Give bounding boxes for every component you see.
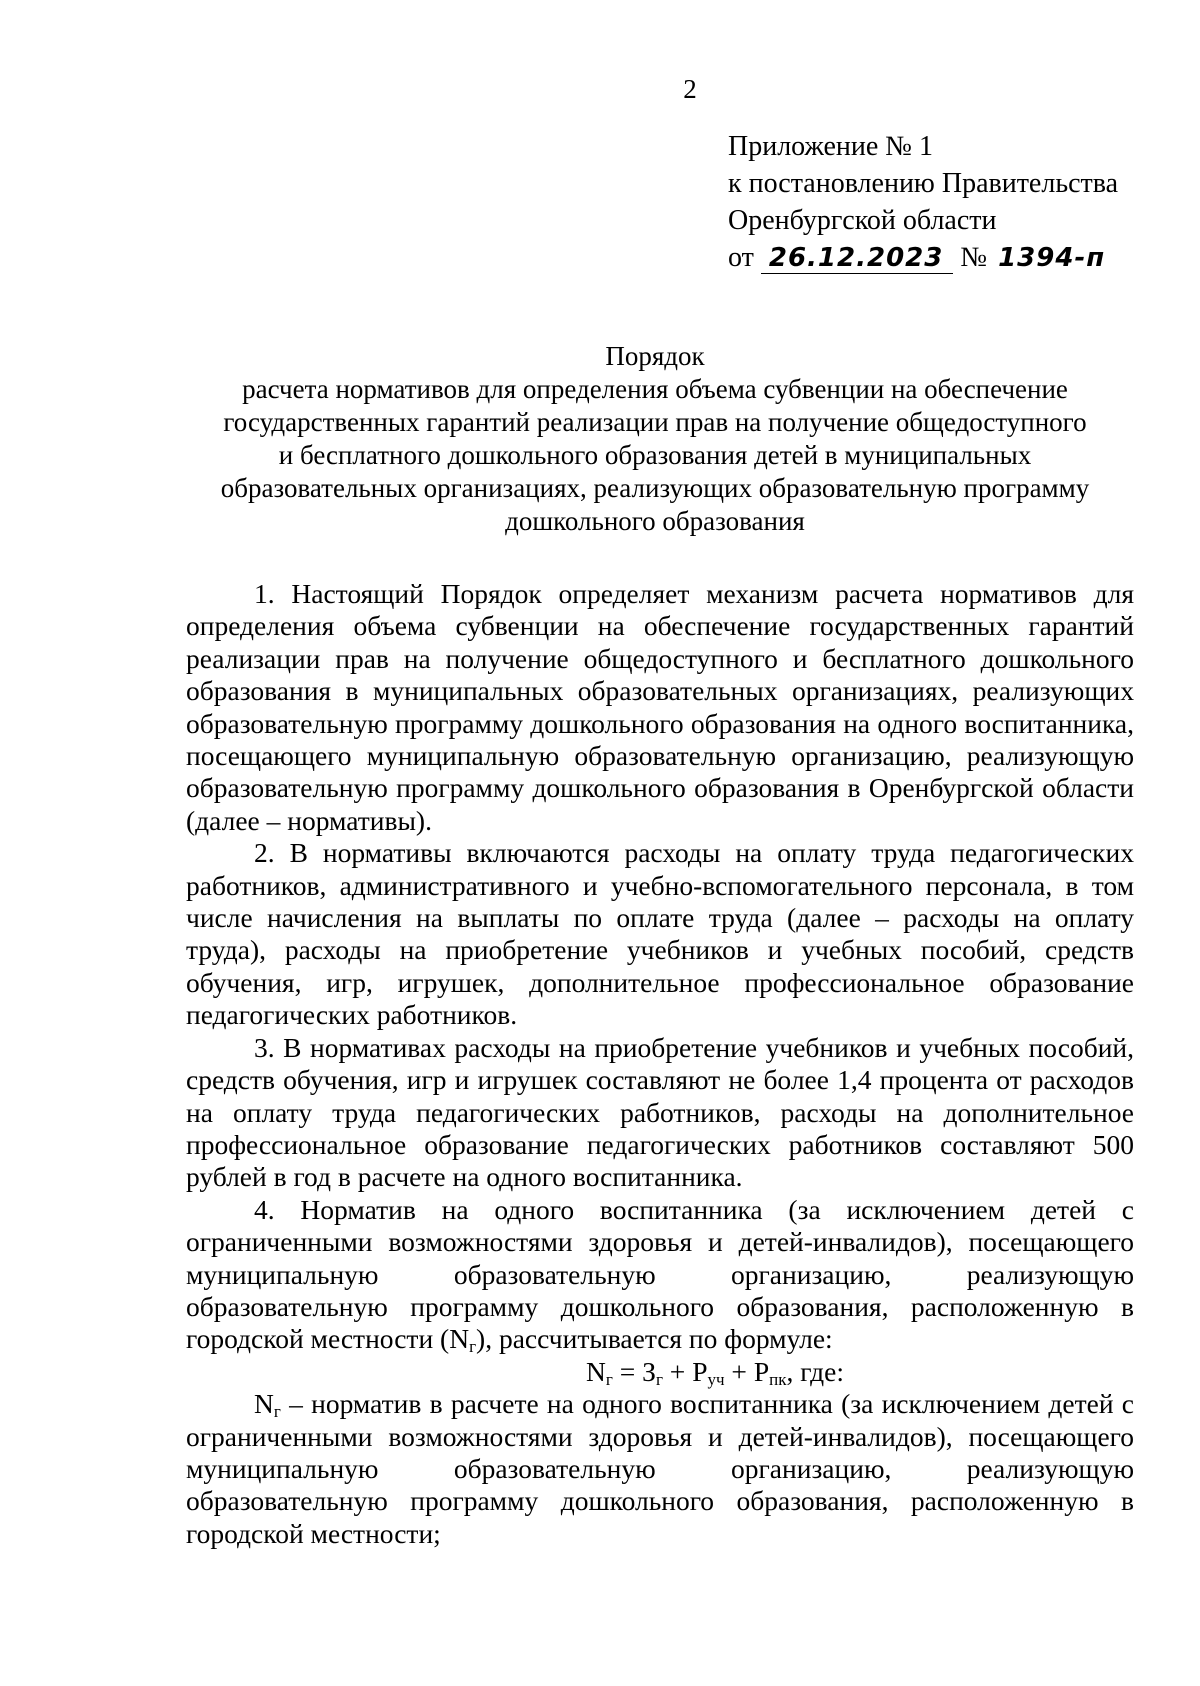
formula-operator: + <box>724 1355 754 1387</box>
formula-symbol: Р <box>753 1355 770 1387</box>
paragraph-1: 1. Настоящий Порядок определяет механизм расчета нормативов для определения объема субвенции на обеспечение государственных гарантий реализации прав на получение общедоступного и бесплатного дошкольного образования в муниципальных образовательных организациях, реализующих образовательную программу дошкольного образования на одного воспитанника, посещающего муниципальную образовательную организацию, реализующую образовательную программу дошкольного образования в Оренбургской области (далее – нормативы). <box>186 578 1134 836</box>
title-line: образовательных организациях, реализующих образовательную программу <box>220 473 1090 503</box>
paragraph-5 <box>186 1388 1134 1550</box>
subscript: г <box>655 1369 663 1389</box>
subscript: г <box>273 1402 281 1422</box>
subscript: уч <box>707 1369 725 1389</box>
title-line: государственных гарантий реализации прав на получение общедоступного <box>223 407 1087 437</box>
formula-symbol: N <box>586 1355 606 1387</box>
formula-symbol: Р <box>692 1355 708 1387</box>
handwritten-date: 26.12.2023 <box>761 243 953 274</box>
formula <box>186 1356 1134 1388</box>
paragraph-4 <box>186 1194 1134 1356</box>
title-heading: Порядок <box>605 341 705 371</box>
document-body <box>186 578 1134 1550</box>
number-prefix: № <box>960 242 988 273</box>
formula-symbol: З <box>642 1355 656 1387</box>
appendix-resolution: к постановлению Правительства <box>728 168 1119 199</box>
appendix-title: Приложение № 1 <box>728 131 933 162</box>
appendix-date-line <box>728 239 1118 276</box>
handwritten-number: 1394-п <box>998 243 1106 273</box>
paragraph-3: 3. В нормативах расходы на приобретение учебников и учебных пособий, средств обучения, игр и игрушек составляют не более 1,4 процента от расходов на оплату труда педагогических работников, расходы на дополнительное профессиональное образование педагогических работников составляют 500 рублей в год в расчете на одного воспитанника. <box>186 1031 1134 1193</box>
formula-operator: + <box>662 1355 693 1387</box>
appendix-region: Оренбургской области <box>728 205 997 236</box>
title-line: и бесплатного дошкольного образования детей в муниципальных <box>278 440 1032 470</box>
page-number: 2 <box>683 74 697 104</box>
date-prefix: от <box>728 242 754 273</box>
subscript: пк <box>769 1369 787 1389</box>
paragraph-2: 2. В нормативы включаются расходы на оплату труда педагогических работников, административного и учебно-вспомогательного персонала, в том числе начисления на выплаты по оплате труда (далее – расходы на оплату труда), расходы на приобретение учебников и учебных пособий, средств обучения, игр, игрушек, дополнительное профессиональное образование педагогических работников. <box>186 837 1134 1031</box>
paragraph-5-text: – норматив в расчете на одного воспитанника (за исключением детей с ограниченными возможностями здоровья и детей-инвалидов), посещающего муниципальную образовательную организацию, реализующую образовательную программу дошкольного образования, расположенную в городской местности; <box>186 1388 1134 1549</box>
subscript: г <box>469 1337 477 1357</box>
appendix-block <box>728 128 1118 276</box>
paragraph-4-text: 4. Норматив на одного воспитанника (за исключением детей с ограниченными возможностями здоровья и детей-инвалидов), посещающего муниципальную образовательную организацию, реализующую образовательную программу дошкольного образования, расположенную в городской местности (N <box>186 1193 1134 1355</box>
formula-operator: = <box>612 1355 643 1387</box>
paragraph-4-tail: ), рассчитывается по формуле: <box>476 1323 833 1355</box>
subscript: г <box>605 1369 613 1389</box>
formula-symbol: N <box>254 1388 274 1420</box>
document-title <box>190 340 1120 538</box>
formula-tail: , где: <box>786 1355 844 1387</box>
title-line: расчета нормативов для определения объема субвенции на обеспечение <box>242 374 1068 404</box>
title-line: дошкольного образования <box>505 506 805 536</box>
